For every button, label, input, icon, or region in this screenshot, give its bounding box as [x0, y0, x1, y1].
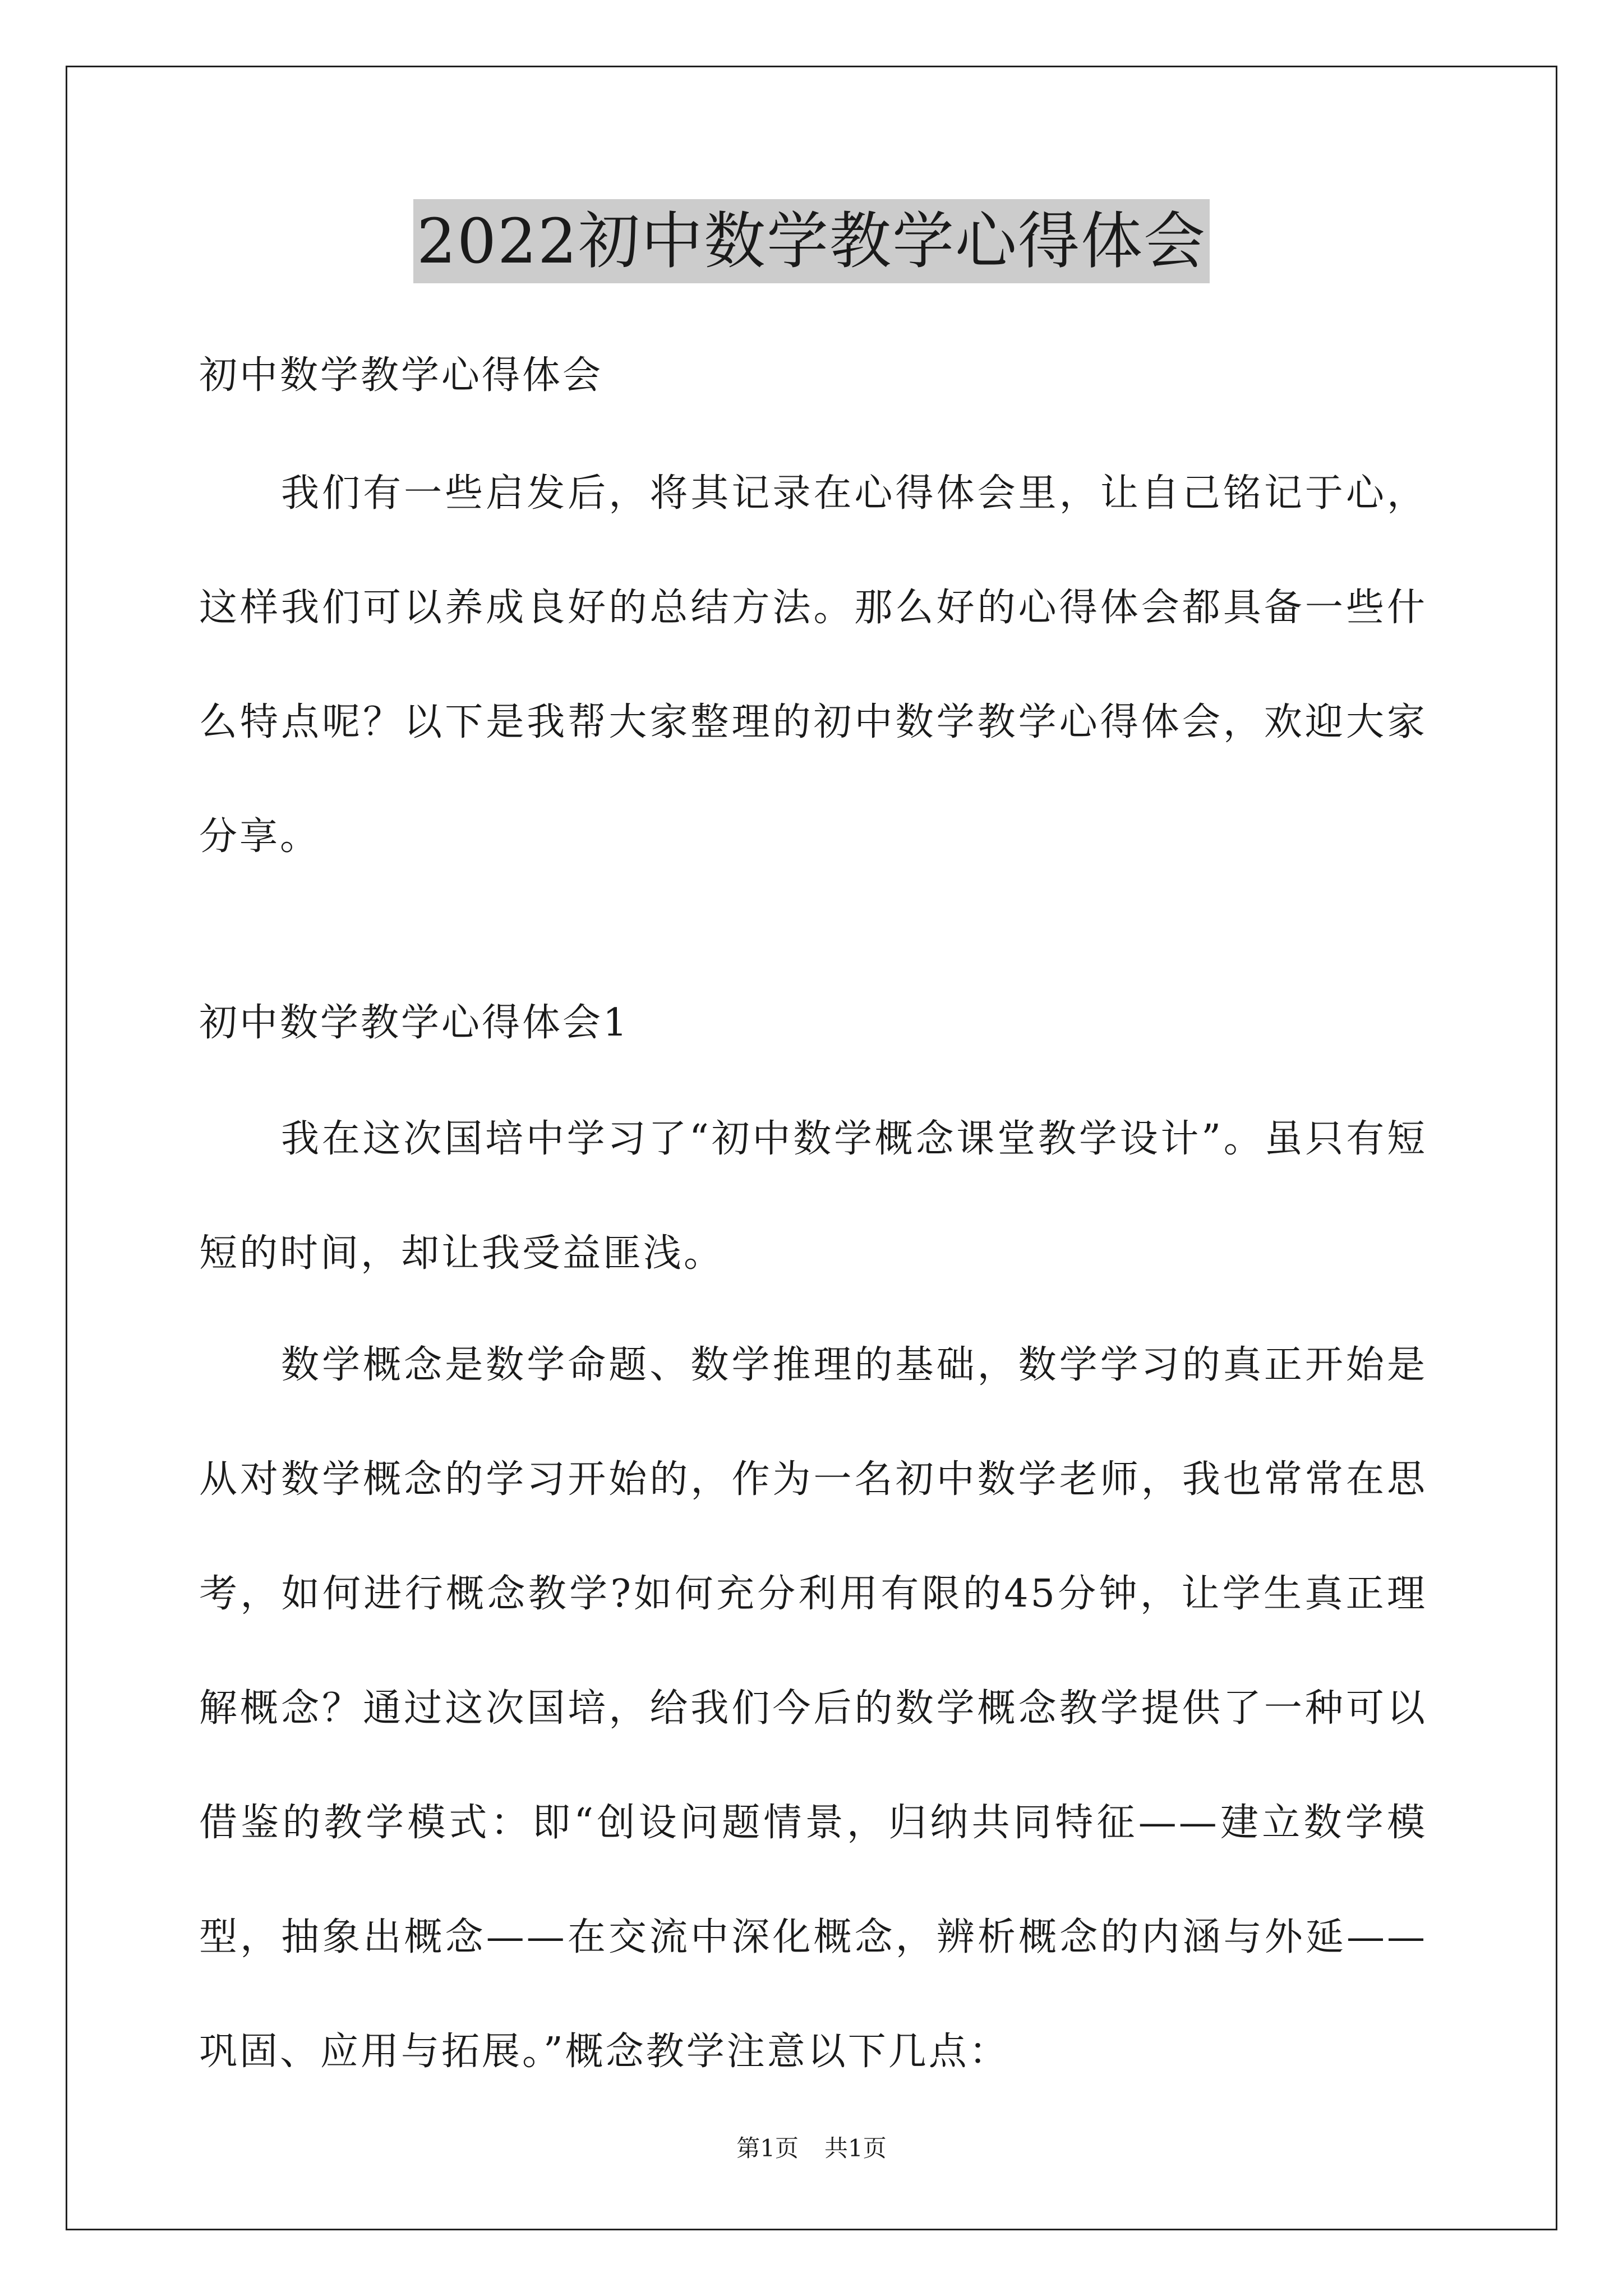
page-number-current: 第1页: [736, 2134, 799, 2162]
document-title: 2022初中数学教学心得体会: [413, 199, 1210, 283]
intro-heading: 初中数学教学心得体会: [199, 353, 603, 398]
page-footer: [0, 2132, 1623, 2165]
section-heading: 初中数学教学心得体会1: [199, 1001, 630, 1045]
paragraph-2: 数学概念是数学命题、数学推理的基础，数学学习的真正开始是从对数学概念的学习开始的，作为一名初中数学老师，我也常常在思考，如何进行概念教学?如何充分利用有限的45分钟，让学生真正理解概念？通过这次国培，给我们今后的数学概念教学提供了一种可以借鉴的教学模式：即“创设问题情景，归纳共同特征——建立数学模型，抽象出概念——在交流中深化概念，辨析概念的内涵与外延——巩固、应用与拓展。”概念教学注意以下几点：: [199, 1343, 1427, 2074]
page-number-total: 共1页: [824, 2134, 887, 2162]
intro-paragraph: 我们有一些启发后，将其记录在心得体会里，让自己铭记于心，这样我们可以养成良好的总结方法。那么好的心得体会都具备一些什么特点呢？以下是我帮大家整理的初中数学教学心得体会，欢迎大家分享。: [199, 471, 1427, 859]
title-container: [0, 199, 1623, 283]
paragraph-1: 我在这次国培中学习了“初中数学概念课堂教学设计”。虽只有短短的时间，却让我受益匪浅。: [199, 1117, 1427, 1276]
